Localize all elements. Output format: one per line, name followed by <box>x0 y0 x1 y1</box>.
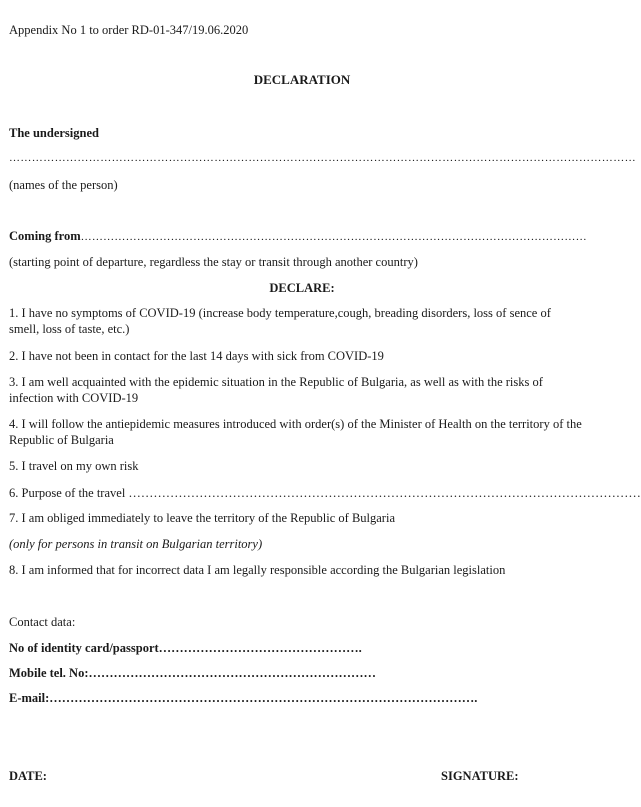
declaration-item-3: 3. I am well acquainted with the epidemic situation in the Republic of Bulgaria, as well as with the risks of infection with COVID-19 <box>9 375 543 405</box>
declaration-item-7: 7. I am obliged immediately to leave the territory of the Republic of Bulgaria <box>9 511 395 525</box>
signature-label: SIGNATURE: <box>441 769 519 783</box>
undersigned-label: The undersigned <box>9 126 99 140</box>
coming-from-label: Coming from <box>9 229 81 243</box>
declaration-item-5: 5. I travel on my own risk <box>9 459 139 473</box>
declaration-item-4: 4. I will follow the antiepidemic measures introduced with order(s) of the Minister of Health on the territory of the Republic of Bulgaria <box>9 417 582 447</box>
declare-heading: DECLARE: <box>269 281 335 295</box>
coming-from-hint: (starting point of departure, regardless the stay or transit through another country) <box>9 255 418 269</box>
appendix-reference: Appendix No 1 to order RD-01-347/19.06.2020 <box>9 23 249 37</box>
declaration-item-7-note: (only for persons in transit on Bulgarian territory) <box>9 537 263 551</box>
document-title: DECLARATION <box>253 72 351 87</box>
coming-from-row <box>9 228 587 245</box>
declaration-item-8: 8. I am informed that for incorrect data I am legally responsible according the Bulgarian legislation <box>9 563 506 577</box>
date-label: DATE: <box>9 769 47 783</box>
undersigned-hint: (names of the person) <box>9 178 118 192</box>
mobile-phone-field[interactable]: Mobile tel. No:…………………………………………………………… <box>9 666 376 680</box>
declaration-item-2: 2. I have not been in contact for the last 14 days with sick from COVID-19 <box>9 349 384 363</box>
declaration-item-1: 1. I have no symptoms of COVID-19 (increase body temperature,cough, breading disorders, loss of sence of smell, loss of taste, etc.) <box>9 306 551 336</box>
contact-heading: Contact data: <box>9 615 76 629</box>
undersigned-name-field[interactable]: ………………………………………………………………………………………………………………………………………………… <box>9 152 636 164</box>
declaration-item-6-travel-purpose[interactable]: 6. Purpose of the travel …………………………………………………………………………………………………………… <box>9 486 641 500</box>
email-field[interactable]: E-mail:…………………………………………………………………………………………. <box>9 691 478 705</box>
identity-card-field[interactable]: No of identity card/passport…………………………………………. <box>9 641 362 655</box>
coming-from-field[interactable]: ……………………………………………………………………………………………………………………… <box>80 231 587 243</box>
